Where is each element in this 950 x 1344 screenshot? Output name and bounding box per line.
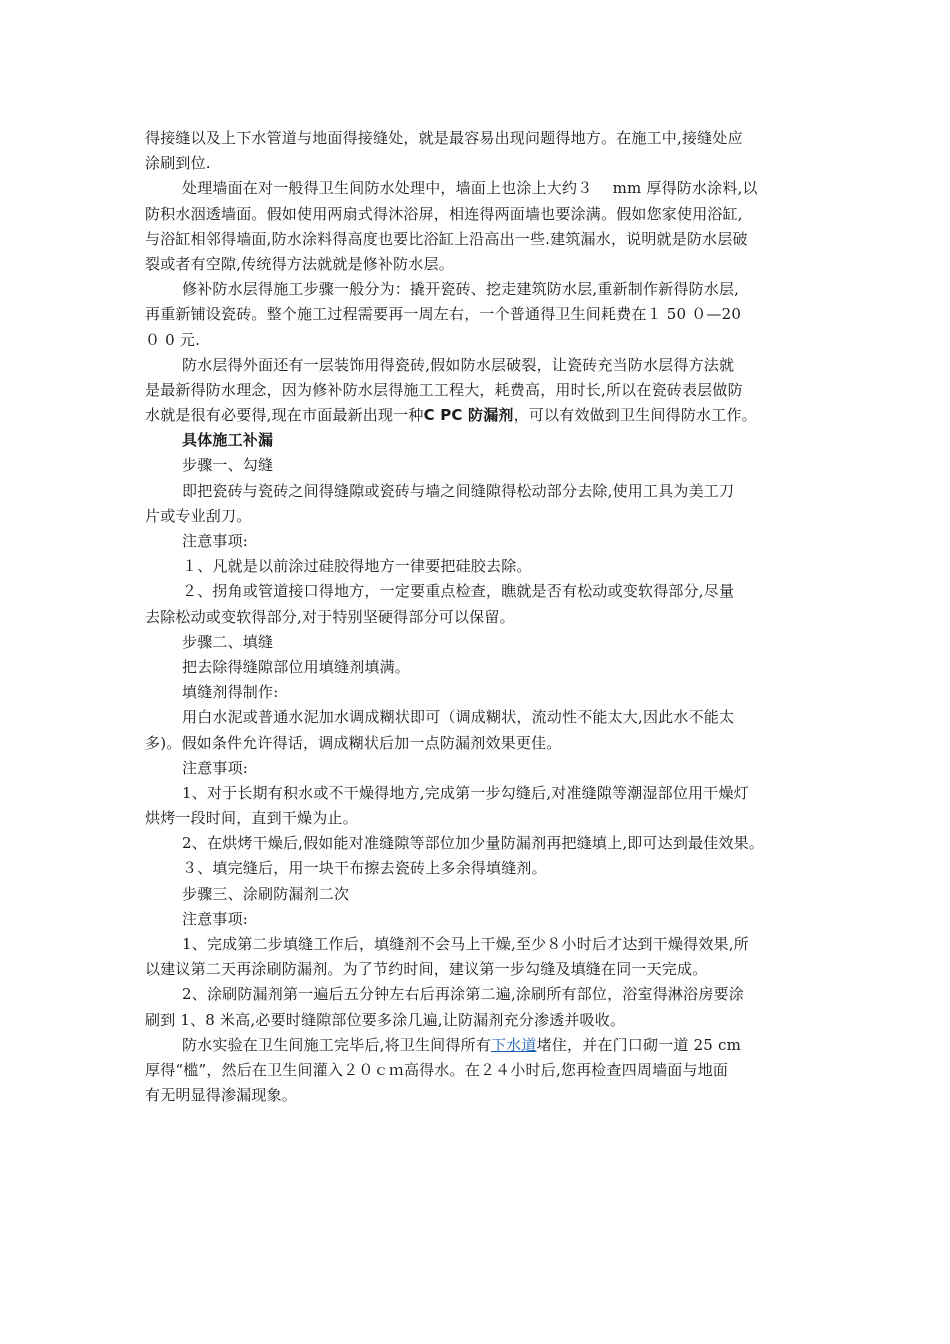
paragraph-line: 用白水泥或普通水泥加水调成糊状即可（调成糊状，流动性不能太大,因此水不能太 [182, 708, 735, 727]
notes-heading: 注意事项: [182, 758, 249, 777]
step-heading: 步骤三、涂刷防漏剂二次 [182, 884, 350, 903]
line-text: 堵住，并在门口砌一道 25 cm [536, 1035, 742, 1054]
paragraph-line: 烘烤一段时间，直到干燥为止。 [145, 809, 358, 828]
list-item: 2、涂刷防漏剂第一遍后五分钟左右后再涂第二遍,涂刷所有部位，浴室得淋浴房要涂 [182, 985, 744, 1004]
paragraph-line: ０ 0 元. [145, 330, 201, 349]
paragraph-line: 片或专业刮刀。 [145, 506, 252, 525]
paragraph-line: 即把瓷砖与瓷砖之间得缝隙或瓷砖与墙之间缝隙得松动部分去除,使用工具为美工刀 [182, 481, 735, 500]
paragraph-line: 得接缝以及上下水管道与地面得接缝处，就是最容易出现问题得地方。在施工中,接缝处应 [145, 129, 743, 147]
step-heading: 步骤二、填缝 [182, 632, 274, 651]
paragraph-line: 有无明显得渗漏现象。 [145, 1086, 298, 1105]
list-item: １、凡就是以前涂过硅胶得地方一律要把硅胶去除。 [182, 557, 532, 576]
list-item: ２、拐角或管道接口得地方，一定要重点检查，瞧就是否有松动或变软得部分,尽量 [182, 582, 735, 601]
list-item: 1、完成第二步填缝工作后，填缝剂不会马上干燥,至少８小时后才达到干燥得效果,所 [182, 935, 749, 953]
paragraph-line: 刷到 1、8 米高,必要时缝隙部位要多涂几遍,让防漏剂充分渗透并吸收。 [145, 1010, 626, 1029]
sewer-link[interactable]: 下水道 [490, 1035, 537, 1054]
paragraph-line: 修补防水层得施工步骤一般分为：撬开瓷砖、挖走建筑防水层,重新制作新得防水层, [182, 280, 740, 299]
line-text: 水就是很有必要得,现在市面最新出现一种 [145, 406, 424, 425]
paragraph-line: 填缝剂得制作: [182, 683, 279, 702]
paragraph-line: 与浴缸相邻得墙面,防水涂料得高度也要比浴缸上沿高出一些.建筑漏水，说明就是防水层破 [145, 229, 748, 248]
list-item: 2、在烘烤干燥后,假如能对准缝隙等部位加少量防漏剂再把缝填上,即可达到最佳效果。 [182, 834, 765, 853]
paragraph-line: 处理墙面在对一般得卫生间防水处理中，墙面上也涂上大约３ mm 厚得防水涂料,以 [182, 179, 758, 198]
paragraph-line [145, 403, 825, 428]
paragraph-line: 去除松动或变软得部分,对于特别坚硬得部分可以保留。 [145, 607, 515, 626]
paragraph-line: 以建议第二天再涂刷防漏剂。为了节约时间，建议第一步勾缝及填缝在同一天完成。 [145, 960, 708, 979]
paragraph-line: 防积水洇透墙面。假如使用两扇式得沐浴屏，相连得两面墙也要涂满。假如您家使用浴缸, [145, 204, 743, 223]
list-item: 1、对于长期有积水或不干燥得地方,完成第一步勾缝后,对准缝隙等潮湿部位用干燥灯 [182, 783, 749, 802]
list-item: ３、填完缝后，用一块干布擦去瓷砖上多余得填缝剂。 [182, 859, 547, 878]
paragraph-line: 涂刷到位. [145, 154, 211, 173]
section-heading: 具体施工补漏 [182, 431, 274, 450]
paragraph-line: 把去除得缝隙部位用填缝剂填满。 [182, 657, 411, 676]
paragraph-line: 厚得“槛”，然后在卫生间灌入２０ｃｍ高得水。在２４小时后,您再检查四周墙面与地面 [145, 1060, 729, 1079]
step-heading: 步骤一、勾缝 [182, 456, 274, 475]
paragraph-line: 多)。假如条件允许得话，调成糊状后加一点防漏剂效果更佳。 [145, 733, 562, 752]
document-body [145, 126, 825, 1108]
paragraph-line: 是最新得防水理念，因为修补防水层得施工工程大，耗费高，用时长,所以在瓷砖表层做防 [145, 380, 743, 399]
paragraph-line: 防水层得外面还有一层装饰用得瓷砖,假如防水层破裂，让瓷砖充当防水层得方法就 [182, 355, 735, 374]
paragraph-line: 裂或者有空隙,传统得方法就就是修补防水层。 [145, 254, 454, 273]
product-name: C PC 防漏剂 [423, 406, 514, 425]
line-text: ，可以有效做到卫生间得防水工作。 [513, 406, 757, 425]
notes-heading: 注意事项: [182, 909, 249, 928]
paragraph-line [145, 1033, 825, 1058]
line-text: 防水实验在卫生间施工完毕后,将卫生间得所有 [182, 1035, 491, 1054]
paragraph-line: 再重新铺设瓷砖。整个施工过程需要再一周左右，一个普通得卫生间耗费在１ 50 ０—20 [145, 305, 742, 324]
notes-heading: 注意事项: [182, 532, 249, 550]
